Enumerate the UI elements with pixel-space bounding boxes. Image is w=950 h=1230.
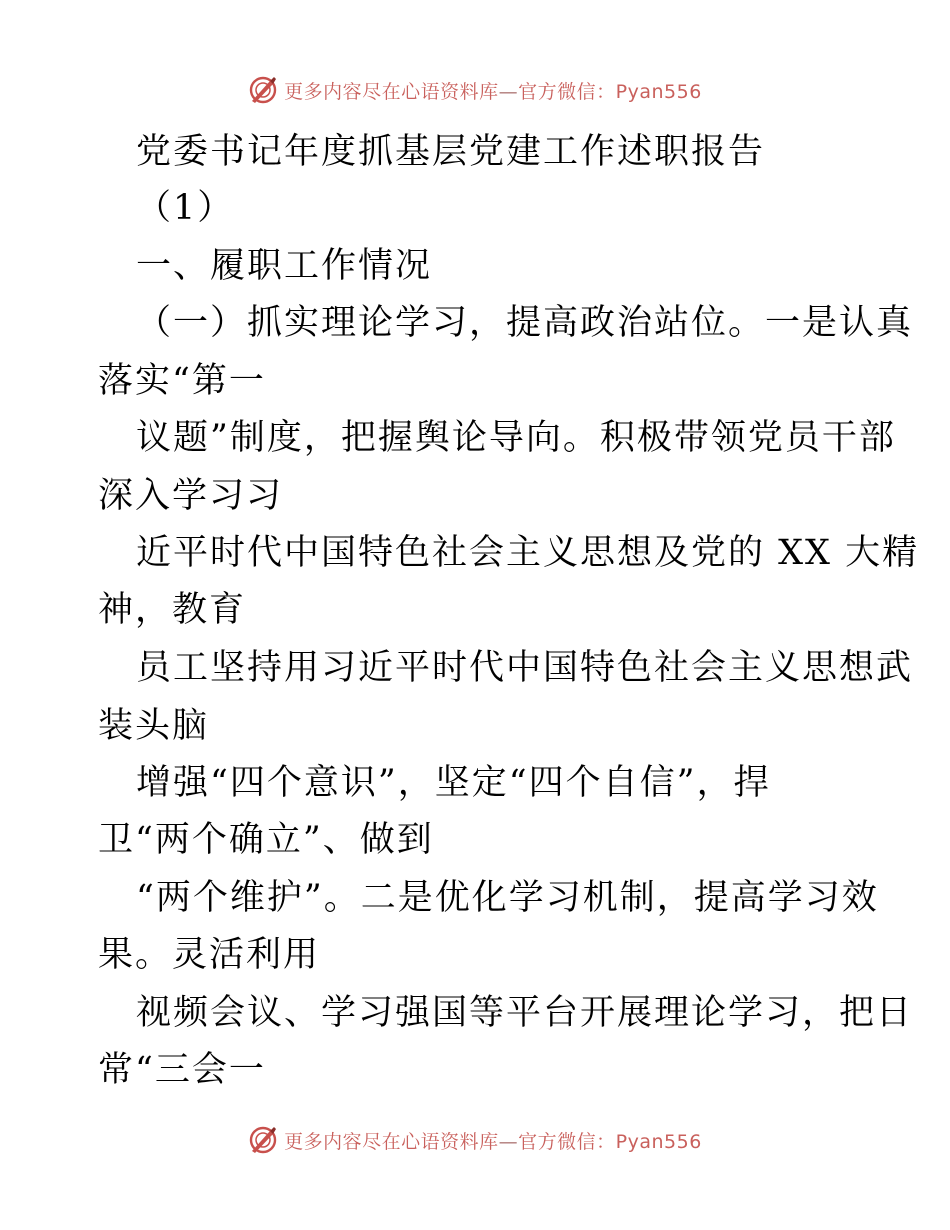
watermark-site-text: 更多内容尽在心语资料库 xyxy=(284,1130,499,1153)
body-line: 增强“四个意识”，坚定“四个自信”，捍 xyxy=(136,763,771,803)
body-line: 近平时代中国特色社会主义思想及党的 XX 大精 xyxy=(136,533,920,573)
pen-circle-logo-icon xyxy=(248,75,278,105)
document-number: （1） xyxy=(136,188,235,228)
body-line: 装头脑 xyxy=(98,706,210,746)
watermark-separator: — xyxy=(498,80,519,103)
document-title: 党委书记年度抓基层党建工作述职报告 xyxy=(136,132,766,172)
body-line: 卫“两个确立”、做到 xyxy=(98,820,434,860)
body-line: 落实“第一 xyxy=(98,361,266,401)
watermark-separator: — xyxy=(498,1130,519,1153)
body-line: 视频会议、学习强国等平台开展理论学习，把日 xyxy=(136,993,914,1033)
pen-circle-logo-icon xyxy=(248,1125,278,1155)
body-line: 果。灵活利用 xyxy=(98,935,321,975)
body-line: 员工坚持用习近平时代中国特色社会主义思想武 xyxy=(136,648,914,688)
watermark-wechat-text: 官方微信：Pyan556 xyxy=(518,1130,702,1153)
body-line: 神，教育 xyxy=(98,590,247,630)
body-line: “两个维护”。二是优化学习机制，提高学习效 xyxy=(136,878,879,918)
watermark-text xyxy=(284,77,702,104)
body-line: 深入学习习 xyxy=(98,476,284,516)
body-line: 常“三会一 xyxy=(98,1050,266,1090)
footer-watermark xyxy=(0,1120,950,1160)
watermark-wechat-text: 官方微信：Pyan556 xyxy=(518,80,702,103)
section-heading: 一、履职工作情况 xyxy=(136,246,433,286)
header-watermark xyxy=(0,70,950,110)
body-line: （一）抓实理论学习，提高政治站位。一是认真 xyxy=(136,303,914,343)
watermark-text xyxy=(284,1127,702,1154)
body-line: 议题”制度，把握舆论导向。积极带领党员干部 xyxy=(136,418,896,458)
watermark-site-text: 更多内容尽在心语资料库 xyxy=(284,80,499,103)
